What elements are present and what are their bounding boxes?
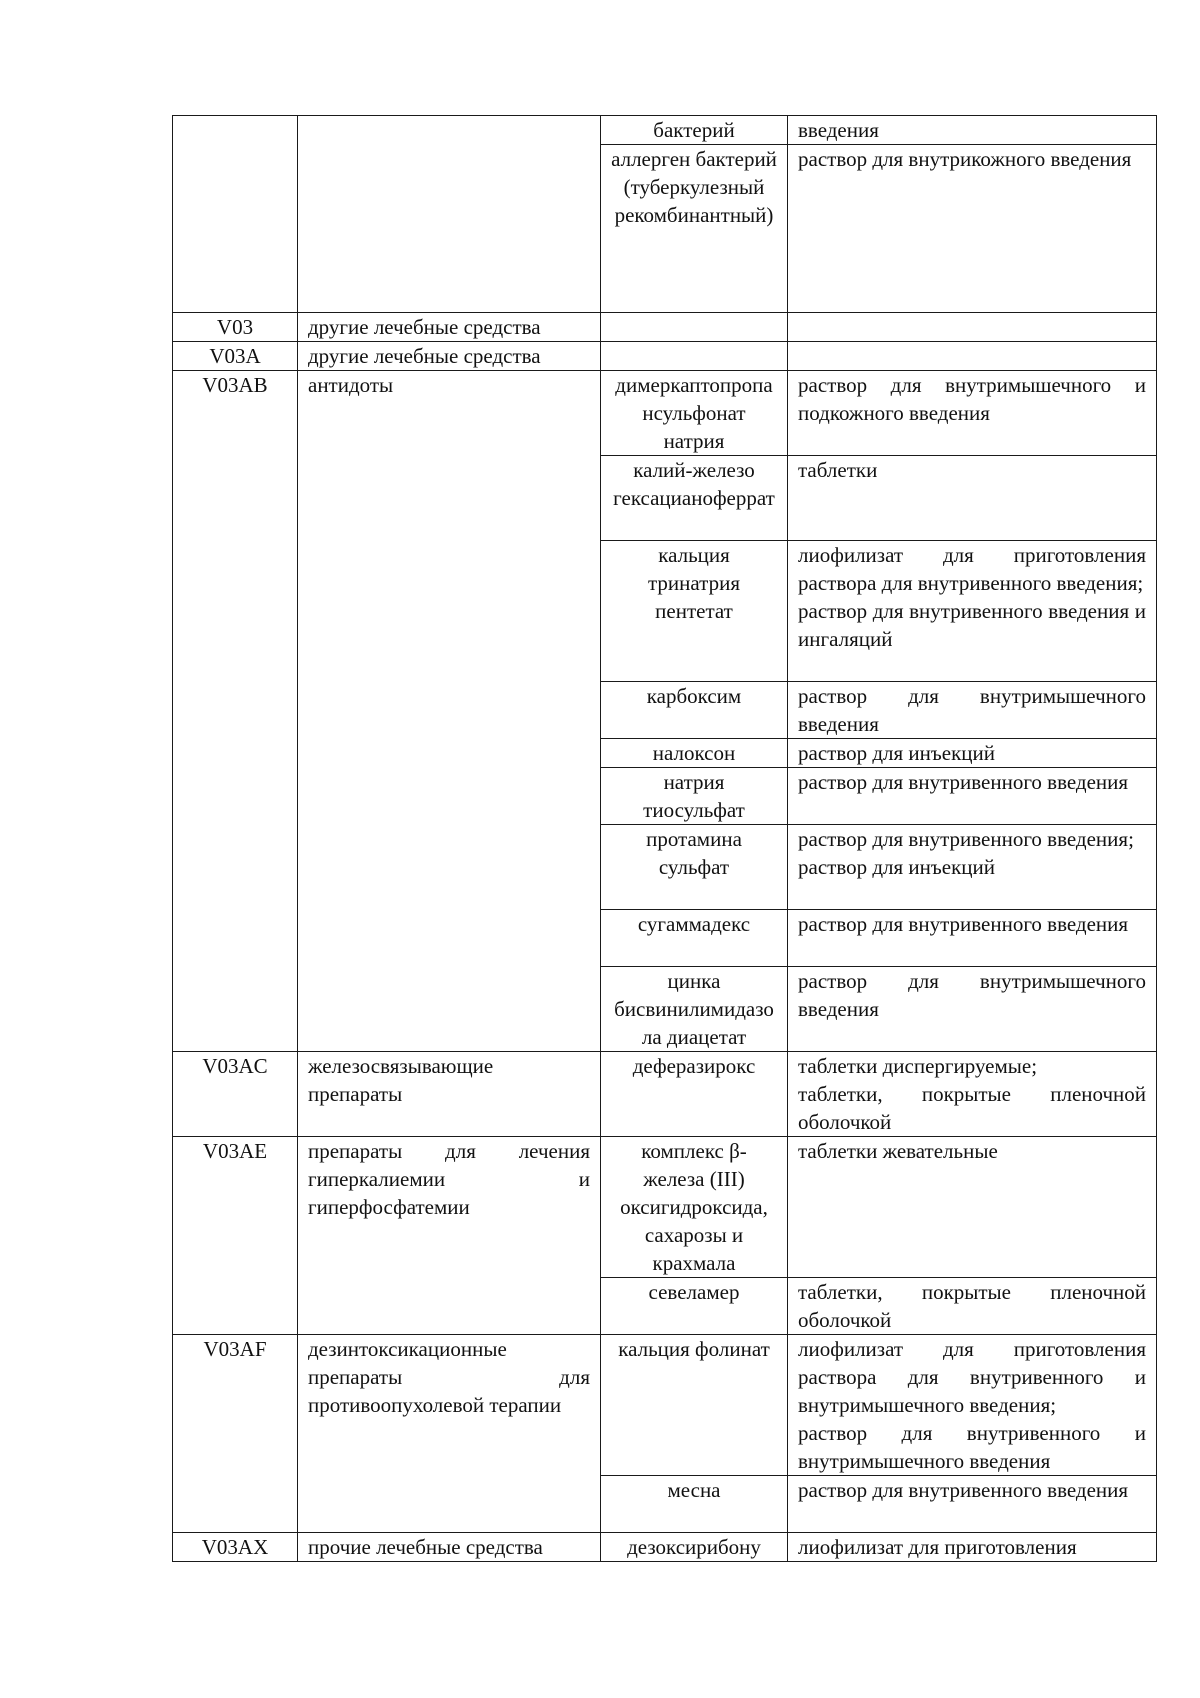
drug-cell: димеркаптопропансульфонат натрия [601, 371, 788, 456]
form-cell [788, 910, 1157, 967]
drug-cell: комплекс β-железа (III) оксигидроксида, сахарозы и крахмала [601, 1137, 788, 1278]
drug-cell: натрия тиосульфат [601, 768, 788, 825]
form-cell [788, 371, 1157, 456]
form-line: введения [798, 118, 879, 142]
drug-cell: кальция тринатрия пентетат [601, 541, 788, 682]
form-cell [788, 967, 1157, 1052]
form-cell [788, 1533, 1157, 1562]
code-cell [173, 116, 298, 313]
form-cell [788, 1476, 1157, 1533]
form-cell [788, 456, 1157, 541]
drug-cell [601, 342, 788, 371]
group-cell: дезинтоксикационные препараты для противоопухолевой терапии [298, 1335, 601, 1533]
form-cell [788, 1137, 1157, 1278]
code-cell: V03AB [173, 371, 298, 1052]
group-cell: прочие лечебные средства [298, 1533, 601, 1562]
drug-cell: налоксон [601, 739, 788, 768]
form-line: раствор для внутримышечного и подкожного введения [798, 373, 1146, 425]
table-row [173, 1335, 1157, 1476]
drug-cell: деферазирокс [601, 1052, 788, 1137]
drug-cell: кальция фолинат [601, 1335, 788, 1476]
form-cell [788, 825, 1157, 910]
form-cell [788, 682, 1157, 739]
drug-cell: протамина сульфат [601, 825, 788, 910]
group-cell: другие лечебные средства [298, 313, 601, 342]
form-cell [788, 342, 1157, 371]
code-cell: V03AX [173, 1533, 298, 1562]
form-cell [788, 739, 1157, 768]
form-line: раствор для внутривенного введения; [798, 827, 1134, 851]
drug-cell: дезоксирибону [601, 1533, 788, 1562]
form-line: раствор для внутрикожного введения [798, 147, 1132, 171]
form-line: раствор для внутривенного введения [798, 912, 1129, 936]
table-row [173, 1533, 1157, 1562]
form-cell [788, 1335, 1157, 1476]
table-row [173, 313, 1157, 342]
form-cell [788, 145, 1157, 313]
group-cell: железосвязывающие препараты [298, 1052, 601, 1137]
form-line: раствор для внутривенного введения [798, 1478, 1129, 1502]
form-cell [788, 1052, 1157, 1137]
drug-cell: цинка бисвинилимидазола диацетат [601, 967, 788, 1052]
group-cell: препараты для лечения гиперкалиемии и гиперфосфатемии [298, 1137, 601, 1335]
form-line: раствор для инъекций [798, 741, 995, 765]
table-row [173, 371, 1157, 456]
code-cell: V03AC [173, 1052, 298, 1137]
group-cell [298, 116, 601, 313]
table-row [173, 116, 1157, 145]
form-line: раствор для внутривенного введения [798, 770, 1129, 794]
table-row [173, 342, 1157, 371]
group-cell: другие лечебные средства [298, 342, 601, 371]
form-cell [788, 768, 1157, 825]
drug-cell: севеламер [601, 1278, 788, 1335]
drug-classification-table [172, 115, 1157, 1562]
form-line: таблетки диспергируемые; [798, 1054, 1038, 1078]
form-line: лиофилизат для приготовления раствора для внутривенного и внутримышечного введения; [798, 1337, 1146, 1417]
form-line: раствор для внутривенного и внутримышечного введения [798, 1421, 1146, 1473]
form-cell [788, 116, 1157, 145]
form-line: раствор для внутримышечного введения [798, 684, 1146, 736]
form-line: раствор для внутривенного введения и ингаляций [798, 599, 1146, 651]
drug-cell: месна [601, 1476, 788, 1533]
group-cell: антидоты [298, 371, 601, 1052]
form-cell [788, 313, 1157, 342]
form-cell [788, 1278, 1157, 1335]
form-line: лиофилизат для приготовления раствора для внутривенного введения; [798, 543, 1146, 595]
drug-cell: калий-железо гексацианоферрат [601, 456, 788, 541]
drug-cell [601, 313, 788, 342]
form-line: лиофилизат для приготовления [798, 1535, 1077, 1559]
form-line: таблетки [798, 458, 878, 482]
code-cell: V03AE [173, 1137, 298, 1335]
code-cell: V03 [173, 313, 298, 342]
drug-cell: сугаммадекс [601, 910, 788, 967]
drug-cell: аллерген бактерий (туберкулезный рекомбинантный) [601, 145, 788, 313]
drug-cell: бактерий [601, 116, 788, 145]
form-line: раствор для внутримышечного введения [798, 969, 1146, 1021]
form-line: раствор для инъекций [798, 855, 995, 879]
code-cell: V03AF [173, 1335, 298, 1533]
table-row [173, 1052, 1157, 1137]
form-line: таблетки, покрытые пленочной оболочкой [798, 1280, 1146, 1332]
form-line: таблетки жевательные [798, 1139, 998, 1163]
form-line: таблетки, покрытые пленочной оболочкой [798, 1082, 1146, 1134]
form-cell [788, 541, 1157, 682]
drug-cell: карбоксим [601, 682, 788, 739]
code-cell: V03A [173, 342, 298, 371]
table-row [173, 1137, 1157, 1278]
